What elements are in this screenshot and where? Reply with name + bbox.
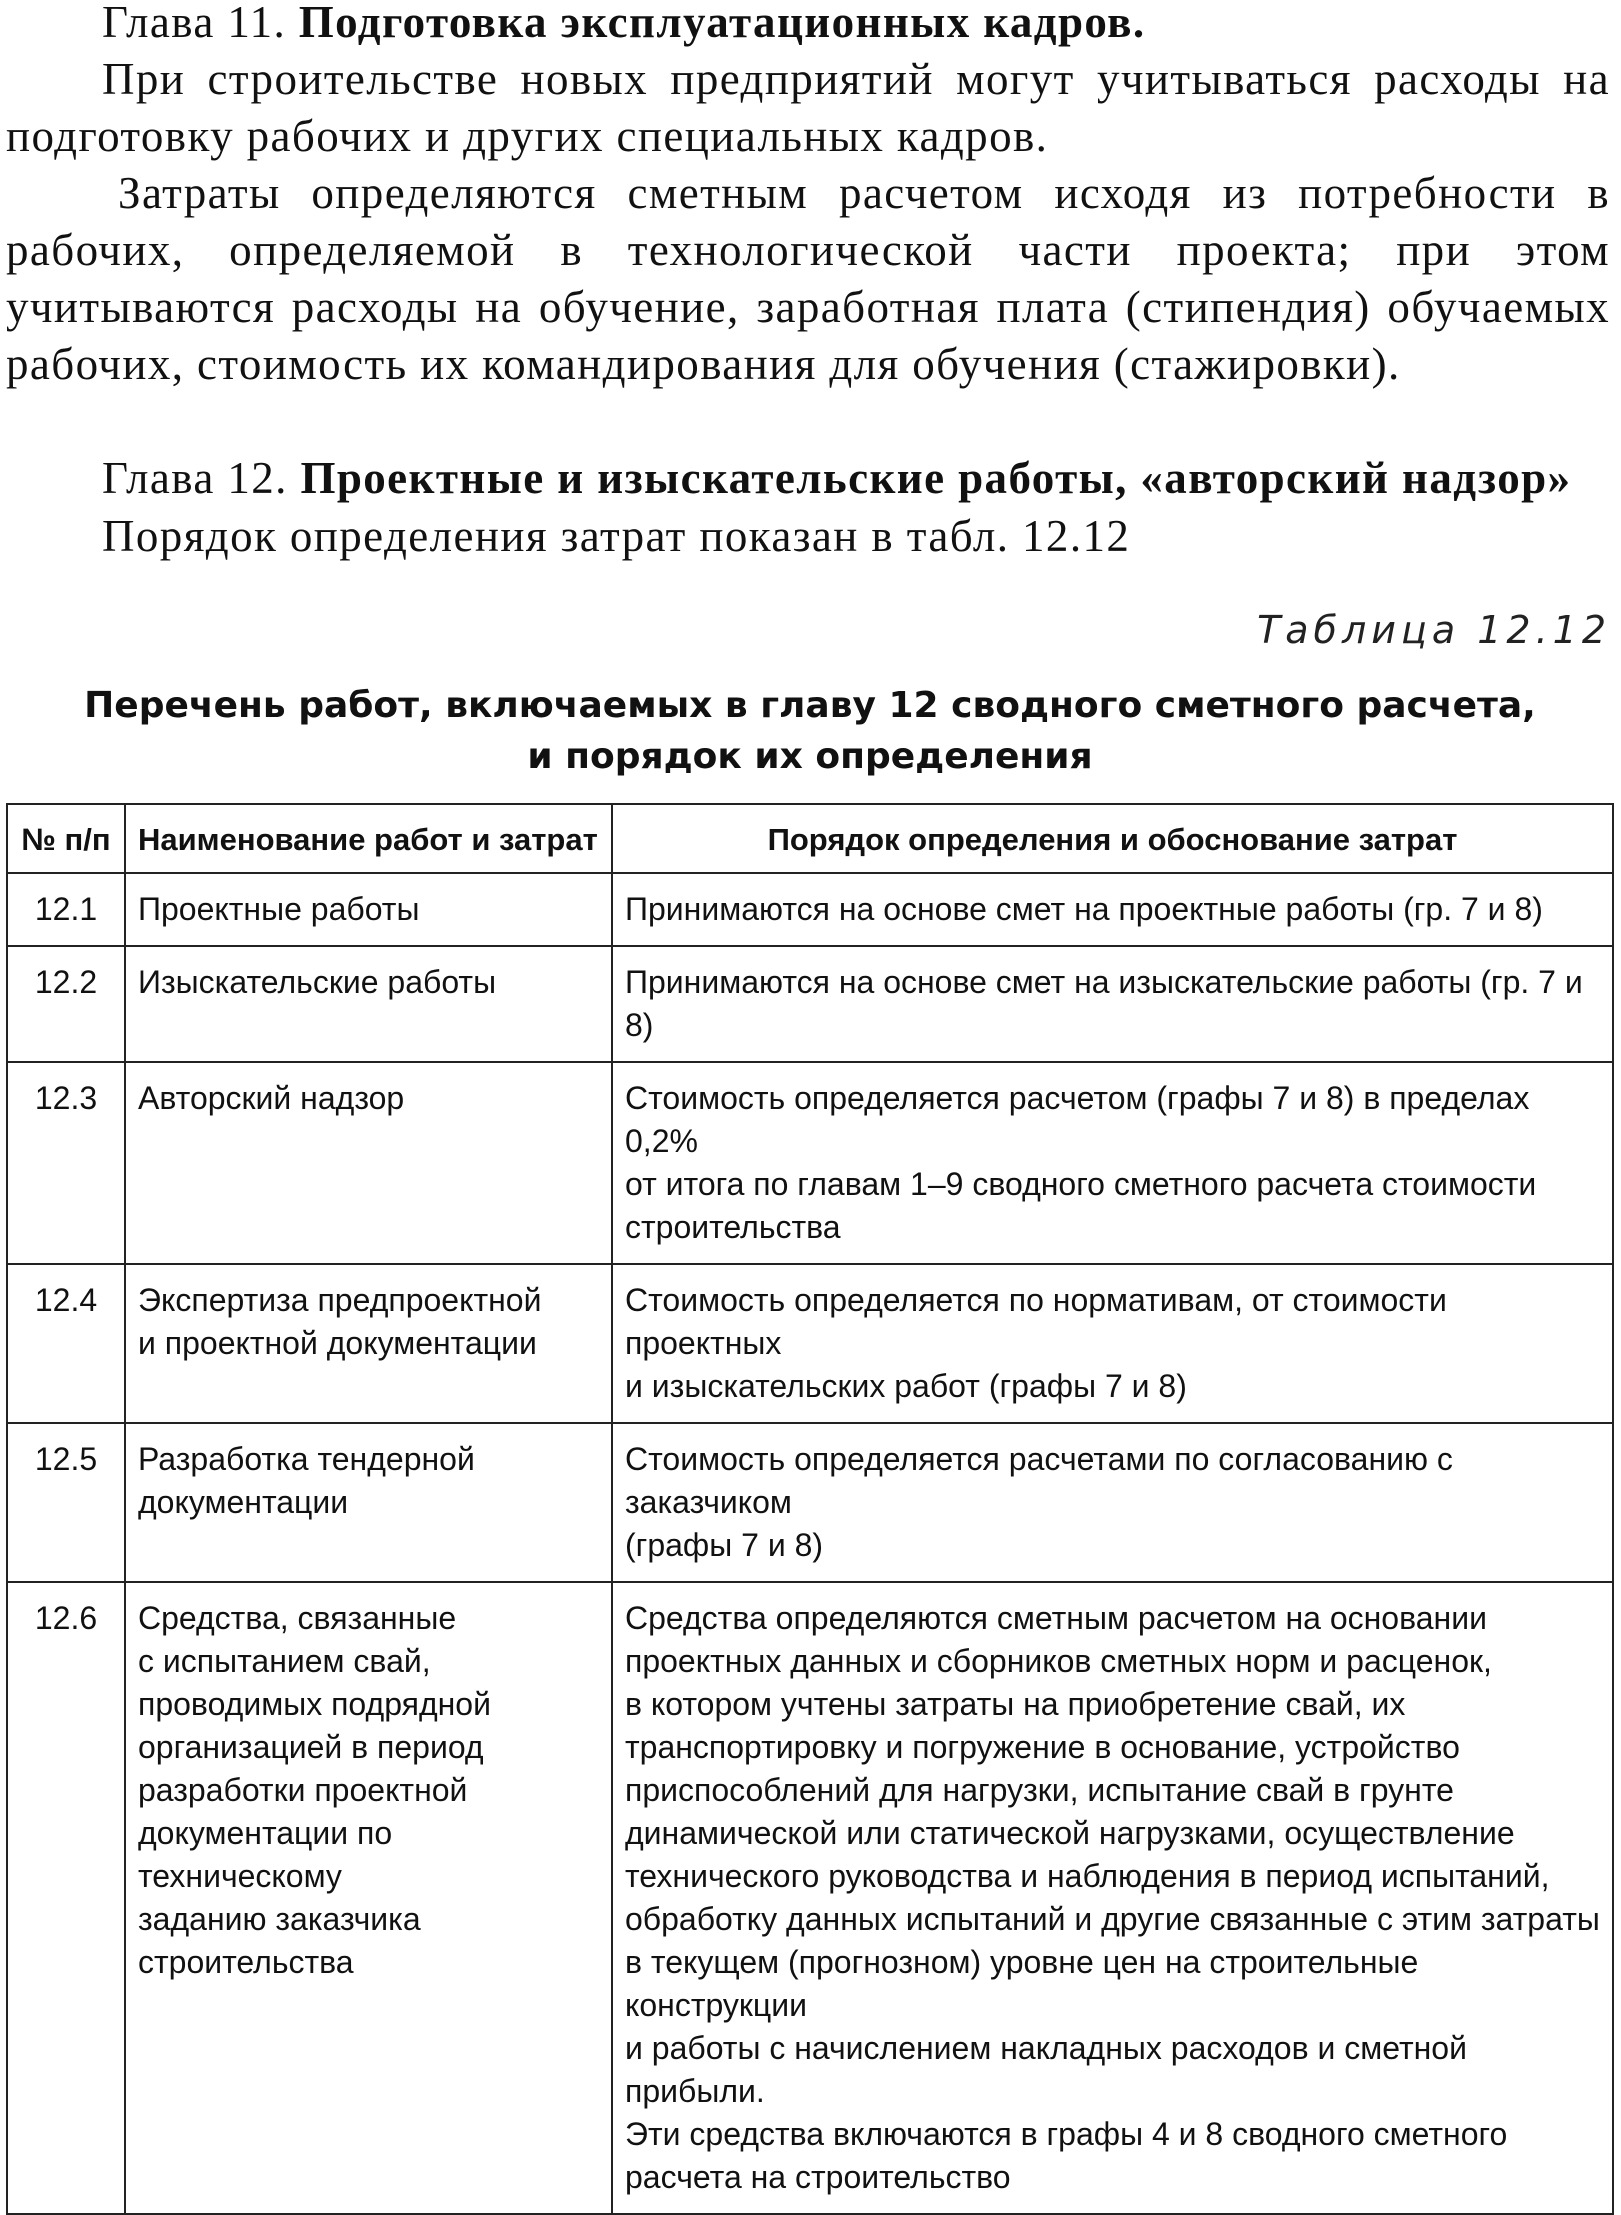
row-method-line: и работы с начислением накладных расходов и сметной прибыли. (625, 2030, 1467, 2109)
row-method-line: транспортировку и погружение в основание, устройство (625, 1729, 1460, 1765)
row-name-line: разработки проектной (138, 1772, 468, 1808)
row-name-line: с испытанием свай, (138, 1643, 431, 1679)
row-name-cell (125, 1582, 612, 2214)
row-method-line: проектных данных и сборников сметных норм и расценок, (625, 1643, 1492, 1679)
row-number: 12.6 (7, 1582, 125, 2214)
row-method-cell (612, 1582, 1613, 2214)
table-row (7, 1062, 1613, 1264)
row-method-line: расчета на строительство (625, 2159, 1011, 2195)
row-name-cell (125, 1062, 612, 1264)
row-method-line: от итога по главам 1–9 сводного сметного расчета стоимости (625, 1166, 1537, 1202)
table-title-line-2: и порядок их определения (527, 736, 1093, 777)
row-method-line: в текущем (прогнозном) уровне цен на строительные конструкции (625, 1944, 1419, 2023)
table-row (7, 1264, 1613, 1423)
row-name-cell (125, 873, 612, 946)
table-row (7, 946, 1613, 1062)
row-number: 12.5 (7, 1423, 125, 1582)
row-name-cell (125, 1423, 612, 1582)
row-method-cell (612, 873, 1613, 946)
chapter-11-prefix: Глава 11. (102, 0, 299, 47)
row-number: 12.2 (7, 946, 125, 1062)
header-method: Порядок определения и обоснование затрат (612, 804, 1613, 873)
row-name-line: Проектные работы (138, 891, 420, 927)
row-method-line: Принимаются на основе смет на изыскательские работы (гр. 7 и 8) (625, 964, 1583, 1043)
row-name-cell (125, 1264, 612, 1423)
row-method-cell (612, 946, 1613, 1062)
works-table (6, 803, 1614, 2215)
paragraph-cost-determination: Затраты определяются сметным расчетом исходя из потребности в рабочих, определяемой в технологической части проекта; при этом учитываются расходы на обучение, заработная плата (стипендия) обучаемых рабочих, стоимость их командирования для обучения (стажировки). (6, 168, 1610, 389)
table-row (7, 873, 1613, 946)
header-number: № п/п (7, 804, 125, 873)
row-method-line: в котором учтены затраты на приобретение свай, их (625, 1686, 1406, 1722)
table-row (7, 1582, 1613, 2214)
row-name-line: Авторский надзор (138, 1080, 405, 1116)
chapter-12-heading (6, 450, 1610, 507)
row-method-line: Средства определяются сметным расчетом на основании (625, 1600, 1487, 1636)
row-name-line: организацией в период (138, 1729, 484, 1765)
table-label: Таблица 12.12 (1257, 608, 1611, 652)
chapter-11-title: Подготовка эксплуатационных кадров. (298, 0, 1146, 47)
row-method-line: Стоимость определяется расчетом (графы 7 и 8) в пределах 0,2% (625, 1080, 1530, 1159)
row-name-line: строительства (138, 1944, 354, 1980)
header-name: Наименование работ и затрат (125, 804, 612, 873)
row-method-line: Принимаются на основе смет на проектные работы (гр. 7 и 8) (625, 891, 1543, 927)
chapter-12-title: Проектные и изыскательские работы, «авторский надзор» (300, 453, 1572, 503)
table-title (60, 680, 1560, 782)
row-name-line: проводимых подрядной (138, 1686, 491, 1722)
row-method-line: строительства (625, 1209, 841, 1245)
row-name-line: Экспертиза предпроектной (138, 1282, 542, 1318)
row-number: 12.3 (7, 1062, 125, 1264)
row-name-cell (125, 946, 612, 1062)
row-method-line: обработку данных испытаний и другие связанные с этим затраты (625, 1901, 1600, 1937)
row-name-line: Разработка тендерной (138, 1441, 475, 1477)
row-name-line: документации (138, 1484, 349, 1520)
row-method-line: (графы 7 и 8) (625, 1527, 824, 1563)
chapter-12-prefix: Глава 12. (102, 453, 301, 503)
row-number: 12.4 (7, 1264, 125, 1423)
row-method-line: технического руководства и наблюдения в период испытаний, (625, 1858, 1550, 1894)
paragraph-training-costs: При строительстве новых предприятий могут учитываться расходы на подготовку рабочих и других специальных кадров. (6, 54, 1610, 161)
row-method-line: Эти средства включаются в графы 4 и 8 сводного сметного (625, 2116, 1508, 2152)
table-title-line-1: Перечень работ, включаемых в главу 12 сводного сметного расчета, (84, 685, 1536, 726)
paragraph-table-reference: Порядок определения затрат показан в табл. 12.12 (102, 511, 1131, 561)
row-name-line: Изыскательские работы (138, 964, 497, 1000)
chapter-11-heading (6, 0, 1610, 51)
row-method-line: Стоимость определяется по нормативам, от стоимости проектных (625, 1282, 1447, 1361)
row-method-line: и изыскательских работ (графы 7 и 8) (625, 1368, 1187, 1404)
row-method-line: динамической или статической нагрузками, осуществление (625, 1815, 1515, 1851)
row-name-line: документации по техническому (138, 1815, 393, 1894)
row-method-line: Стоимость определяется расчетами по согласованию с заказчиком (625, 1441, 1453, 1520)
row-method-cell (612, 1264, 1613, 1423)
row-method-cell (612, 1062, 1613, 1264)
row-name-line: и проектной документации (138, 1325, 537, 1361)
table-body (7, 873, 1613, 2214)
table-row (7, 1423, 1613, 1582)
row-number: 12.1 (7, 873, 125, 946)
row-method-cell (612, 1423, 1613, 1582)
row-name-line: Средства, связанные (138, 1600, 457, 1636)
row-method-line: приспособлений для нагрузки, испытание свай в грунте (625, 1772, 1454, 1808)
row-name-line: заданию заказчика (138, 1901, 421, 1937)
table-header-row (7, 804, 1613, 873)
